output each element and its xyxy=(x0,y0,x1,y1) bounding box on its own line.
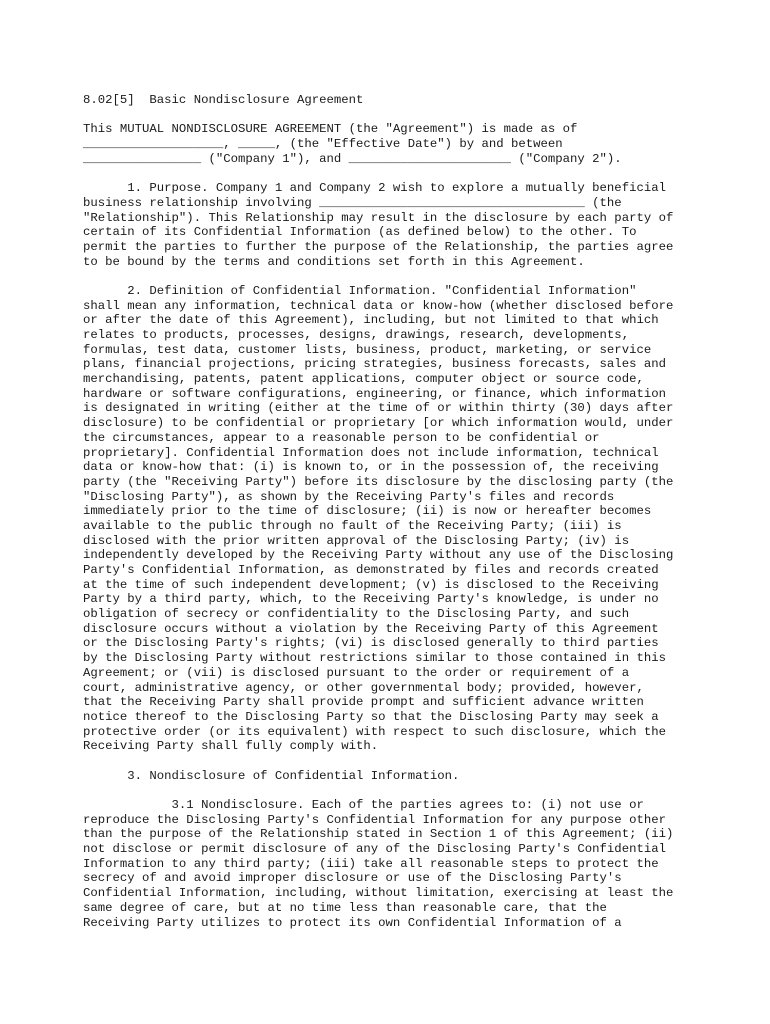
document-heading: 8.02[5] Basic Nondisclosure Agreement xyxy=(83,93,364,107)
section-2-line: shall mean any information, technical data or know-how (whether disclosed before xyxy=(83,298,674,313)
section-2-line: hardware or software configurations, engineering, or finance, which information xyxy=(83,386,666,401)
section-3-1-line: same degree of care, but at no time less than reasonable care, that the xyxy=(83,900,607,915)
spacer xyxy=(83,783,723,798)
section-2-line: immediately prior to the time of disclosure; (ii) is now or hereafter becomes xyxy=(83,504,652,519)
section-2-line: party (the "Receiving Party") before its disclosure by the disclosing party (the xyxy=(83,474,674,489)
section-1-line: business relationship involving ____________________________________ (the xyxy=(83,195,622,210)
section-3-1-line: reproduce the Disclosing Party's Confidential Information for any purpose other xyxy=(83,812,666,827)
section-2-line: independently developed by the Receiving Party without any use of the Disclosing xyxy=(83,548,674,563)
section-3-1-line: not disclose or permit disclosure of any of the Disclosing Party's Confidential xyxy=(83,842,666,857)
spacer xyxy=(83,754,723,769)
intro-line: ________________ ("Company 1"), and ______________________ ("Company 2"). xyxy=(83,151,622,166)
section-2-line: or after the date of this Agreement), including, but not limited to that which xyxy=(83,313,659,328)
intro-line: ___________________, _____, (the "Effective Date") by and between xyxy=(83,137,563,152)
section-2-line: disclosed with the prior written approval of the Disclosing Party; (iv) is xyxy=(83,533,630,548)
section-2-line: obligation of secrecy or confidentiality to the Disclosing Party, and such xyxy=(83,607,630,622)
section-2-line: relates to products, processes, designs, drawings, research, developments, xyxy=(83,328,630,342)
section-2-line: "Disclosing Party"), as shown by the Receiving Party's files and records xyxy=(83,489,615,504)
section-2-line: data or know-how that: (i) is known to, or in the possession of, the receiving xyxy=(83,460,659,475)
section-2-line: disclosure occurs without a violation by the Receiving Party of this Agreement xyxy=(83,621,659,636)
section-2-line: that the Receiving Party shall provide prompt and sufficient advance written xyxy=(83,695,644,710)
section-1-line: permit the parties to further the purpose of the Relationship, the parties agree xyxy=(83,239,674,254)
section-3-1-line: 3.1 Nondisclosure. Each of the parties agrees to: (i) not use or xyxy=(83,798,644,812)
section-3-1-line: secrecy of and avoid improper disclosure or use of the Disclosing Party's xyxy=(83,871,622,886)
section-2-line: is designated in writing (either at the time of or within thirty (30) days after xyxy=(83,401,674,416)
section-2-line: by the Disclosing Party without restrictions similar to those contained in this xyxy=(83,651,666,666)
section-2-line: plans, financial projections, pricing strategies, business forecasts, sales and xyxy=(83,357,666,372)
section-3-1-line: than the purpose of the Relationship stated in Section 1 of this Agreement; (ii) xyxy=(83,827,674,842)
section-2-definition xyxy=(83,284,723,754)
section-3-1-line: Receiving Party utilizes to protect its own Confidential Information of a xyxy=(83,915,622,930)
spacer xyxy=(83,166,723,181)
section-1-line: certain of its Confidential Information (as defined below) to the other. To xyxy=(83,225,637,240)
section-2-line: proprietary]. Confidential Information does not include information, technical xyxy=(83,445,659,460)
section-3-heading: 3. Nondisclosure of Confidential Information. xyxy=(83,768,460,783)
intro-paragraph xyxy=(83,122,723,166)
spacer xyxy=(83,269,723,284)
section-2-line: disclosure) to be confidential or proprietary [or which information would, under xyxy=(83,416,674,431)
intro-line: This MUTUAL NONDISCLOSURE AGREEMENT (the "Agreement") is made as of xyxy=(83,122,578,137)
section-3-1-nondisclosure xyxy=(83,798,723,930)
section-2-line: formulas, test data, customer lists, business, product, marketing, or service xyxy=(83,342,652,357)
section-2-line: or the Disclosing Party's rights; (vi) is disclosed generally to third parties xyxy=(83,636,659,651)
section-2-line: 2. Definition of Confidential Information. "Confidential Information" xyxy=(83,283,637,298)
section-2-line: notice thereof to the Disclosing Party so that the Disclosing Party may seek a xyxy=(83,709,659,724)
section-2-line: Party by a third party, which, to the Receiving Party's knowledge, is under no xyxy=(83,592,659,607)
section-3-1-line: Confidential Information, including, without limitation, exercising at least the xyxy=(83,886,674,901)
spacer xyxy=(83,108,723,123)
section-1-line: 1. Purpose. Company 1 and Company 2 wish to explore a mutually beneficial xyxy=(83,181,666,196)
section-2-line: Party's Confidential Information, as demonstrated by files and records created xyxy=(83,563,659,577)
section-1-line: "Relationship"). This Relationship may result in the disclosure by each party of xyxy=(83,210,674,225)
section-2-line: available to the public through no fault of the Receiving Party; (iii) is xyxy=(83,518,622,533)
section-2-line: Receiving Party shall fully comply with. xyxy=(83,739,379,754)
section-2-line: court, administrative agency, or other governmental body; provided, however, xyxy=(83,680,644,695)
section-1-purpose xyxy=(83,181,723,269)
section-2-line: merchandising, patents, patent applications, computer object or source code, xyxy=(83,372,644,387)
section-2-line: the circumstances, appear to a reasonable person to be confidential or xyxy=(83,430,600,445)
section-1-line: to be bound by the terms and conditions set forth in this Agreement. xyxy=(83,254,585,269)
section-2-line: at the time of such independent development; (v) is disclosed to the Receiving xyxy=(83,577,659,592)
section-2-line: Agreement; or (vii) is disclosed pursuant to the order or requirement of a xyxy=(83,665,630,680)
document-page xyxy=(83,93,723,930)
section-2-line: protective order (or its equivalent) with respect to such disclosure, which the xyxy=(83,724,666,739)
section-3-1-line: Information to any third party; (iii) take all reasonable steps to protect the xyxy=(83,856,659,871)
